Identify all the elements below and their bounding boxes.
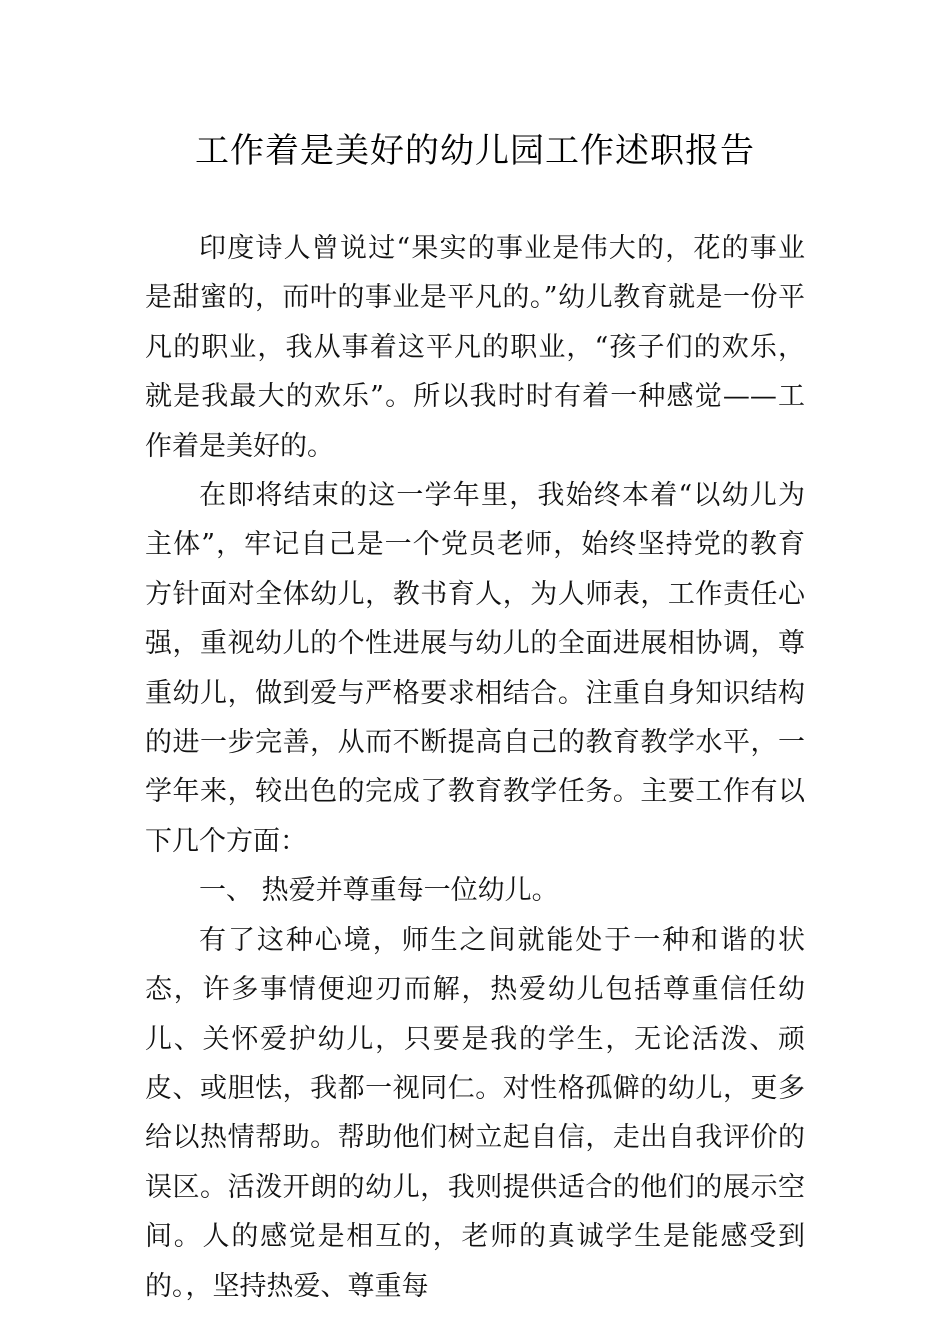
paragraph-intro: 印度诗人曾说过“果实的事业是伟大的，花的事业是甜蜜的，而叶的事业是平凡的。”幼儿教育就是一份平凡的职业，我从事着这平凡的职业，“孩子们的欢乐，就是我最大的欢乐”。所以我时时有着一种感觉——工作着是美好的。 <box>145 233 805 462</box>
section-heading-1: 一、 热爱并尊重每一位幼儿。 <box>199 875 559 907</box>
paragraph-summary: 在即将结束的这一学年里，我始终本着“以幼儿为主体”，牢记自己是一个党员老师，始终坚持党的教育方针面对全体幼儿，教书育人，为人师表，工作责任心强，重视幼儿的个性进展与幼儿的全面进展相协调，尊重幼儿，做到爱与严格要求相结合。注重自身知识结构的进一步完善，从而不断提高自己的教育教学水平，一学年来，较出色的完成了教育教学任务。主要工作有以下几个方面： <box>145 480 805 857</box>
document-body <box>145 224 805 1311</box>
paragraph-section-1: 有了这种心境，师生之间就能处于一种和谐的状态，许多事情便迎刃而解，热爱幼儿包括尊重信任幼儿、关怀爱护幼儿，只要是我的学生，无论活泼、顽皮、或胆怯，我都一视同仁。对性格孤僻的幼儿，更多给以热情帮助。帮助他们树立起自信，走出自我评价的误区。活泼开朗的幼儿，我则提供适合的他们的展示空间。人的感觉是相互的，老师的真诚学生是能感受到的。，坚持热爱、尊重每 <box>145 924 805 1302</box>
document-title: 工作着是美好的幼儿园工作述职报告 <box>195 131 755 171</box>
